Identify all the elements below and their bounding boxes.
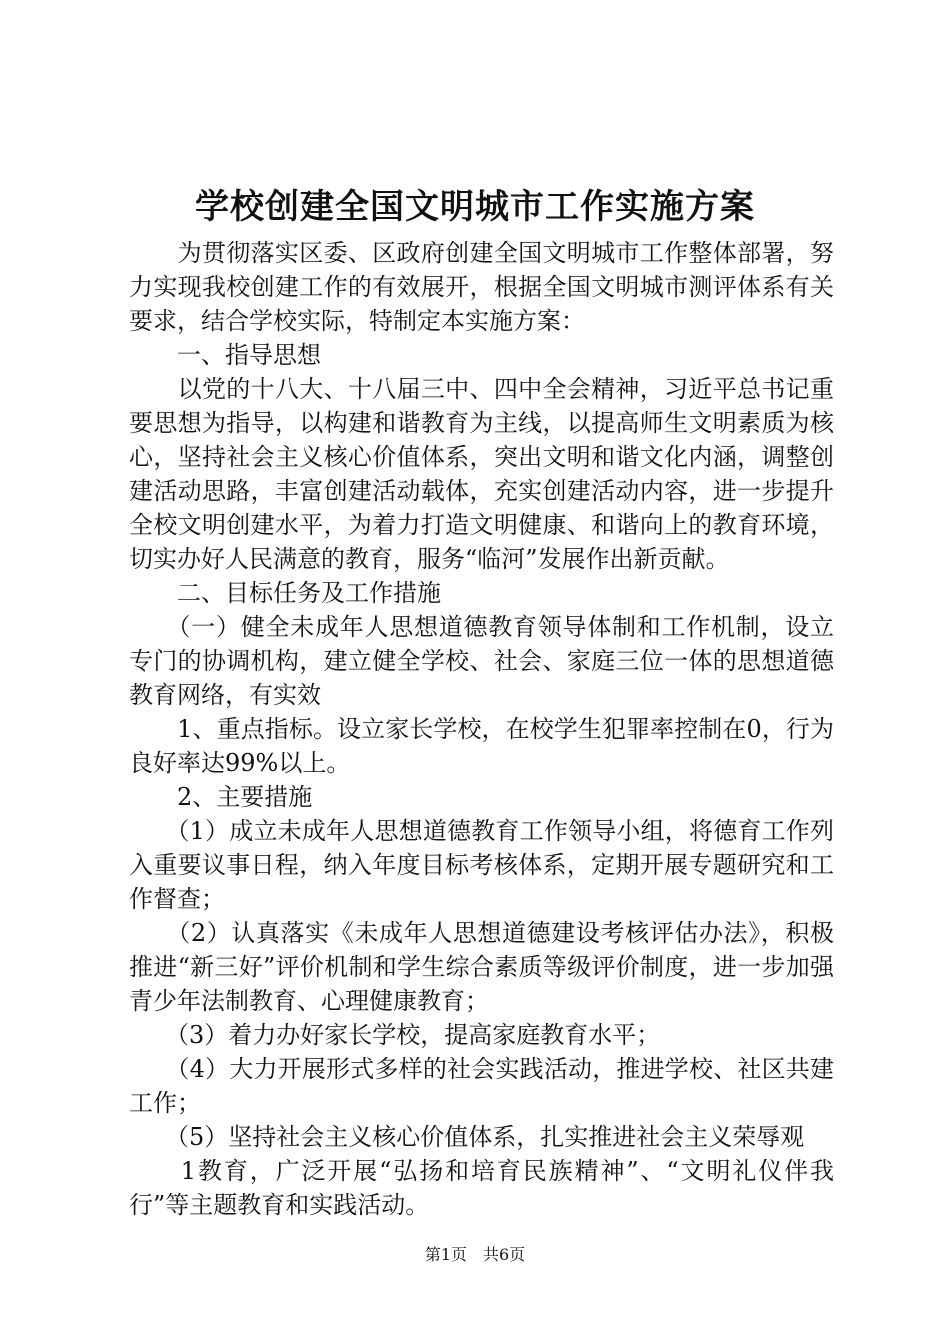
section-heading: 二、目标任务及工作措施 (129, 579, 441, 607)
paragraph: 以党的十八大、十八届三中、四中全会精神，习近平总书记重要思想为指导，以构建和谐教育为主线，以提高师生文明素质为核心，坚持社会主义核心价值体系，突出文明和谐文化内涵，调整创建活动思路，丰富创建活动载体，充实创建活动内容，进一步提升全校文明创建水平，为着力打造文明健康、和谐向上的教育环境，切实办好人民满意的教育，服务“临河”发展作出新贡献。 (129, 375, 834, 573)
page-number-footer: 第1页 共6页 (424, 1245, 526, 1264)
paragraph: 1、重点指标。设立家长学校，在校学生犯罪率控制在0，行为良好率达99%以上。 (129, 715, 834, 777)
paragraph: 1教育，广泛开展“弘扬和培育民族精神”、“文明礼仪伴我行”等主题教育和实践活动。 (129, 1157, 834, 1219)
document-body (129, 236, 834, 1222)
list-item: （5）坚持社会主义核心价值体系，扎实推进社会主义荣辱观 (129, 1123, 805, 1151)
document-title: 学校创建全国文明城市工作实施方案 (195, 187, 755, 227)
paragraph: 为贯彻落实区委、区政府创建全国文明城市工作整体部署，努力实现我校创建工作的有效展开，根据全国文明城市测评体系有关要求，结合学校实际，特制定本实施方案： (129, 239, 834, 335)
list-item: （1）成立未成年人思想道德教育工作领导小组，将德育工作列入重要议事日程，纳入年度目标考核体系，定期开展专题研究和工作督查； (129, 817, 834, 913)
section-heading: 一、指导思想 (129, 341, 321, 369)
list-item: （2）认真落实《未成年人思想道德建设考核评估办法》，积极推进“新三好”评价机制和学生综合素质等级评价制度，进一步加强青少年法制教育、心理健康教育； (129, 919, 834, 1015)
subsection-heading: 2、主要措施 (129, 783, 313, 811)
list-item: （3）着力办好家长学校，提高家庭教育水平； (129, 1021, 661, 1049)
paragraph: （一）健全未成年人思想道德教育领导体制和工作机制，设立专门的协调机构，建立健全学校、社会、家庭三位一体的思想道德教育网络，有实效 (129, 613, 834, 709)
list-item: （4）大力开展形式多样的社会实践活动，推进学校、社区共建工作； (129, 1055, 834, 1117)
